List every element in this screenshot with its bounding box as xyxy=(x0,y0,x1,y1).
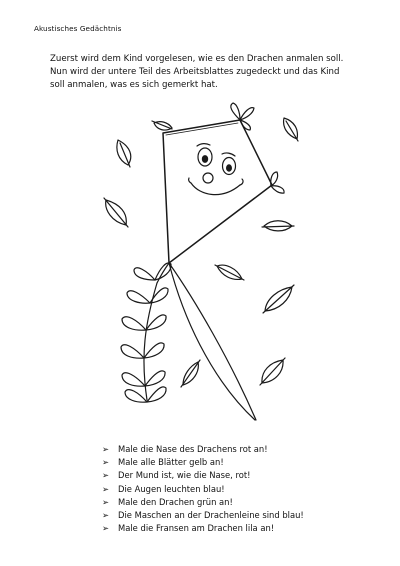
leaf-7 xyxy=(263,285,294,313)
arrow-bullet-icon: ➢ xyxy=(102,444,110,454)
arrow-bullet-icon: ➢ xyxy=(102,510,110,521)
leaf-6 xyxy=(215,265,244,280)
intro-line-2: Nun wird der untere Teil des Arbeitsblattes zugedeckt und das Kind xyxy=(50,67,340,78)
list-item: ➢ Der Mund ist, wie die Nase, rot! xyxy=(102,469,304,482)
leaf-8 xyxy=(181,360,200,387)
instruction-list xyxy=(102,443,304,535)
intro-line-1: Zuerst wird dem Kind vorgelesen, wie es den Drachen anmalen soll. xyxy=(50,54,344,64)
kite-strings xyxy=(157,263,256,420)
leaf-9 xyxy=(260,358,285,385)
arrow-bullet-icon: ➢ xyxy=(102,470,110,481)
list-item: ➢ Die Augen leuchten blau! xyxy=(102,483,304,496)
leaf-4 xyxy=(104,198,128,227)
kite-face xyxy=(189,144,243,195)
worksheet-title: Akustisches Gedächtnis xyxy=(34,24,122,33)
kite-body xyxy=(163,120,272,263)
leaf-1 xyxy=(117,140,131,167)
leaf-5 xyxy=(262,221,294,231)
list-item: ➢ Male alle Blätter gelb an! xyxy=(102,456,304,469)
leaf-3 xyxy=(284,118,298,141)
intro-line-3: soll anmalen, was es sich gemerkt hat. xyxy=(50,80,218,91)
list-item: ➢ Male die Fransen am Drachen lila an! xyxy=(102,522,304,535)
arrow-bullet-icon: ➢ xyxy=(102,496,110,507)
arrow-bullet-icon: ➢ xyxy=(102,523,110,534)
list-item: ➢ Male die Nase des Drachens rot an! xyxy=(102,443,304,456)
kite-right-bow xyxy=(271,172,284,193)
kite-tail xyxy=(121,263,171,402)
list-item: ➢ Male den Drachen grün an! xyxy=(102,496,304,509)
leaf-2 xyxy=(152,121,172,130)
list-item: ➢ Die Maschen an der Drachenleine sind blau! xyxy=(102,509,304,522)
arrow-bullet-icon: ➢ xyxy=(102,483,110,494)
arrow-bullet-icon: ➢ xyxy=(102,457,110,468)
